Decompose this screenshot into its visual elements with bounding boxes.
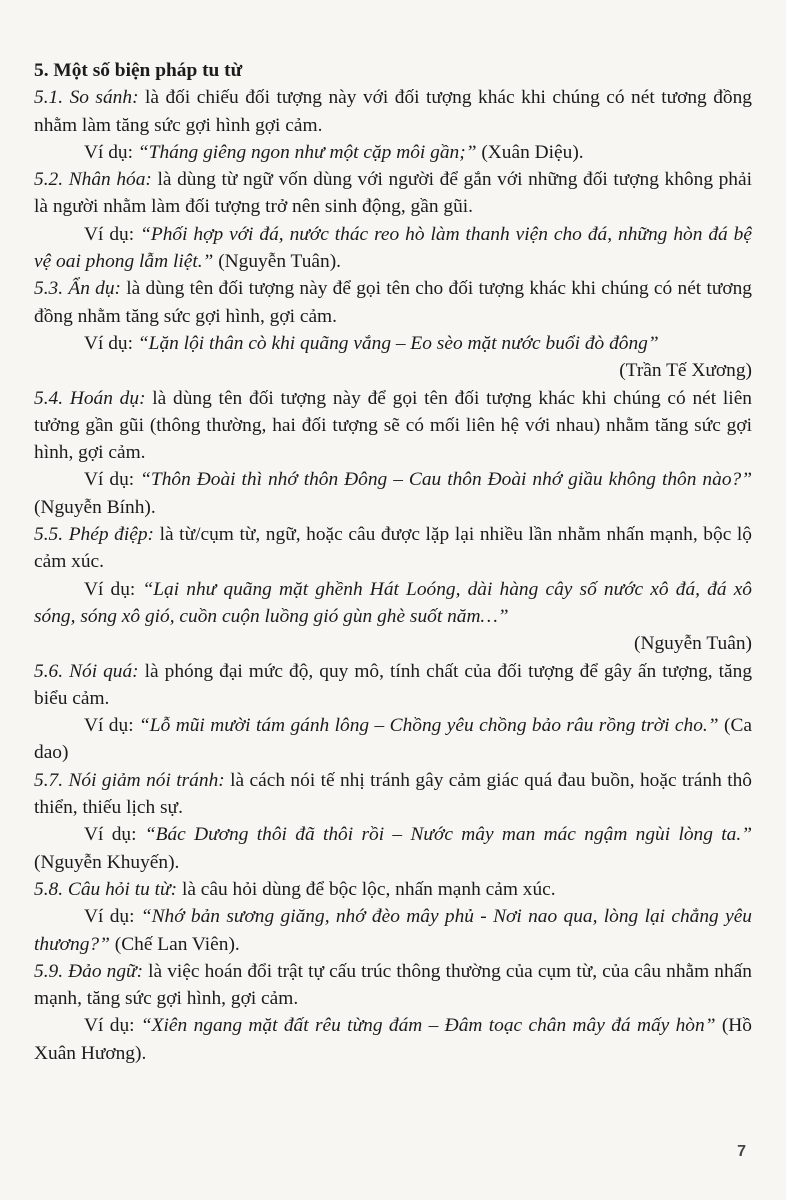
example-prefix: Ví dụ: [84, 332, 138, 354]
example-source: (Nguyễn Khuyến). [34, 851, 180, 873]
definition-nhan-hoa [34, 166, 752, 221]
example-source: (Nguyễn Tuân). [213, 251, 342, 273]
example-quote: “Xiên ngang mặt đất rêu từng đám – Đâm toạc chân mây đá mấy hòn” [140, 1015, 716, 1037]
example-source: (Chế Lan Viên). [109, 933, 240, 955]
example-quote: “Phối hợp với đá, nước thác reo hò làm thanh viện cho đá, những hòn đá bệ vệ oai phong lẫm liệt.” [34, 223, 752, 273]
example-nhan-hoa [34, 221, 752, 276]
example-so-sanh [34, 139, 752, 166]
example-quote: “Bác Dương thôi đã thôi rồi – Nước mây man mác ngậm ngùi lòng ta.” [144, 824, 752, 846]
term-label: 5.8. Câu hỏi tu từ: [34, 878, 178, 900]
example-phep-diep [34, 576, 752, 631]
example-source-right: (Trần Tế Xương) [619, 360, 752, 382]
definition-phep-diep [34, 521, 752, 576]
example-prefix: Ví dụ: [84, 715, 140, 737]
term-label: 5.5. Phép điệp: [34, 524, 154, 546]
example-hoan-du [34, 466, 752, 521]
example-prefix: Ví dụ: [84, 1015, 141, 1037]
definition-dao-ngu [34, 958, 752, 1013]
definition-text: là phóng đại mức độ, quy mô, tính chất của đối tượng để gây ấn tượng, tăng biểu cảm. [34, 660, 753, 709]
example-source: (Ca dao) [34, 715, 752, 764]
definition-text: là đối chiếu đối tượng này với đối tượng khác khi chúng có nét tương đồng nhằm làm tăng sức gợi hình gợi cảm. [34, 87, 752, 136]
example-prefix: Ví dụ: [84, 824, 145, 846]
definition-text: là dùng từ ngữ vốn dùng với người để gắn với những đối tượng không phải là người nhằm làm đối tượng trở nên sinh động, gần gũi. [34, 169, 753, 218]
example-prefix: Ví dụ: [84, 469, 141, 491]
example-dao-ngu [34, 1012, 752, 1067]
example-prefix: Ví dụ: [84, 223, 141, 245]
example-source: (Nguyễn Bính). [34, 496, 156, 518]
example-source-right: (Nguyễn Tuân) [634, 633, 752, 655]
definition-text: là việc hoán đổi trật tự cấu trúc thông thường của cụm từ, của câu nhằm nhấn mạnh, tăng sức gợi hình, gợi cảm. [34, 960, 752, 1010]
page-number: 7 [737, 1143, 746, 1160]
definition-so-sanh [34, 84, 752, 139]
example-quote: “Thôn Đoài thì nhớ thôn Đông – Cau thôn Đoài nhớ giầu không thôn nào?” [140, 469, 752, 491]
section-heading: 5. Một số biện pháp tu từ [34, 60, 243, 81]
definition-hoan-du [34, 385, 752, 467]
definition-cau-hoi-tu-tu [34, 876, 752, 903]
example-an-du [34, 330, 752, 357]
example-quote: “Tháng giêng ngon như một cặp môi gần;” [137, 141, 477, 163]
definition-text: là từ/cụm từ, ngữ, hoặc câu được lặp lại nhiều lần nhằm nhấn mạnh, bộc lộ cảm xúc. [34, 524, 752, 573]
term-label: 5.1. So sánh: [34, 87, 139, 109]
definition-text: là cách nói tế nhị tránh gây cảm giác quá đau buồn, hoặc tránh thô thiển, thiếu lịch sự. [34, 769, 752, 819]
example-prefix: Ví dụ: [84, 906, 141, 928]
example-prefix: Ví dụ: [84, 578, 143, 600]
example-quote: “Lỗ mũi mười tám gánh lông – Chồng yêu chồng bảo râu rồng trời cho.” [139, 715, 719, 737]
term-label: 5.2. Nhân hóa: [34, 169, 152, 191]
page-content [34, 57, 752, 1067]
definition-an-du [34, 275, 752, 330]
example-noi-qua [34, 712, 752, 767]
term-label: 5.6. Nói quá: [34, 660, 139, 682]
example-quote: “Lặn lội thân cò khi quãng vắng – Eo sèo mặt nước buổi đò đông” [137, 332, 659, 354]
definition-text: là dùng tên đối tượng này để gọi tên đối tượng khác khi chúng có nét liên tưởng gần gũi (thông thường, hai đối tượng sẽ có mối liên hệ với nhau) nhằm tăng sức gợi hình, gợi cảm. [34, 387, 752, 464]
definition-noi-qua [34, 658, 752, 713]
term-label: 5.7. Nói giảm nói tránh: [34, 769, 225, 791]
term-label: 5.3. Ẩn dụ: [34, 278, 122, 300]
term-label: 5.9. Đảo ngữ: [34, 960, 144, 982]
example-source: (Xuân Diệu). [476, 141, 584, 163]
definition-text: là dùng tên đối tượng này để gọi tên cho đối tượng khác khi chúng có nét tương đồng nhằm tăng sức gợi hình, gợi cảm. [34, 278, 752, 327]
example-quote: “Nhớ bản sương giăng, nhớ đèo mây phủ - Nơi nao qua, lòng lại chẳng yêu thương?” [34, 906, 752, 955]
term-label: 5.4. Hoán dụ: [34, 387, 146, 409]
definition-text: là câu hỏi dùng để bộc lộc, nhấn mạnh cảm xúc. [177, 878, 556, 900]
example-source: (Hồ Xuân Hương). [34, 1015, 752, 1064]
example-prefix: Ví dụ: [84, 141, 138, 163]
example-noi-giam [34, 821, 752, 876]
example-cau-hoi-tu-tu [34, 903, 752, 958]
example-quote: “Lại như quãng mặt ghềnh Hát Loóng, dài hàng cây số nước xô đá, đá xô sóng, sóng xô gió, cuồn cuộn luồng gió gùn ghè suốt năm…” [34, 578, 752, 627]
definition-noi-giam [34, 767, 752, 822]
